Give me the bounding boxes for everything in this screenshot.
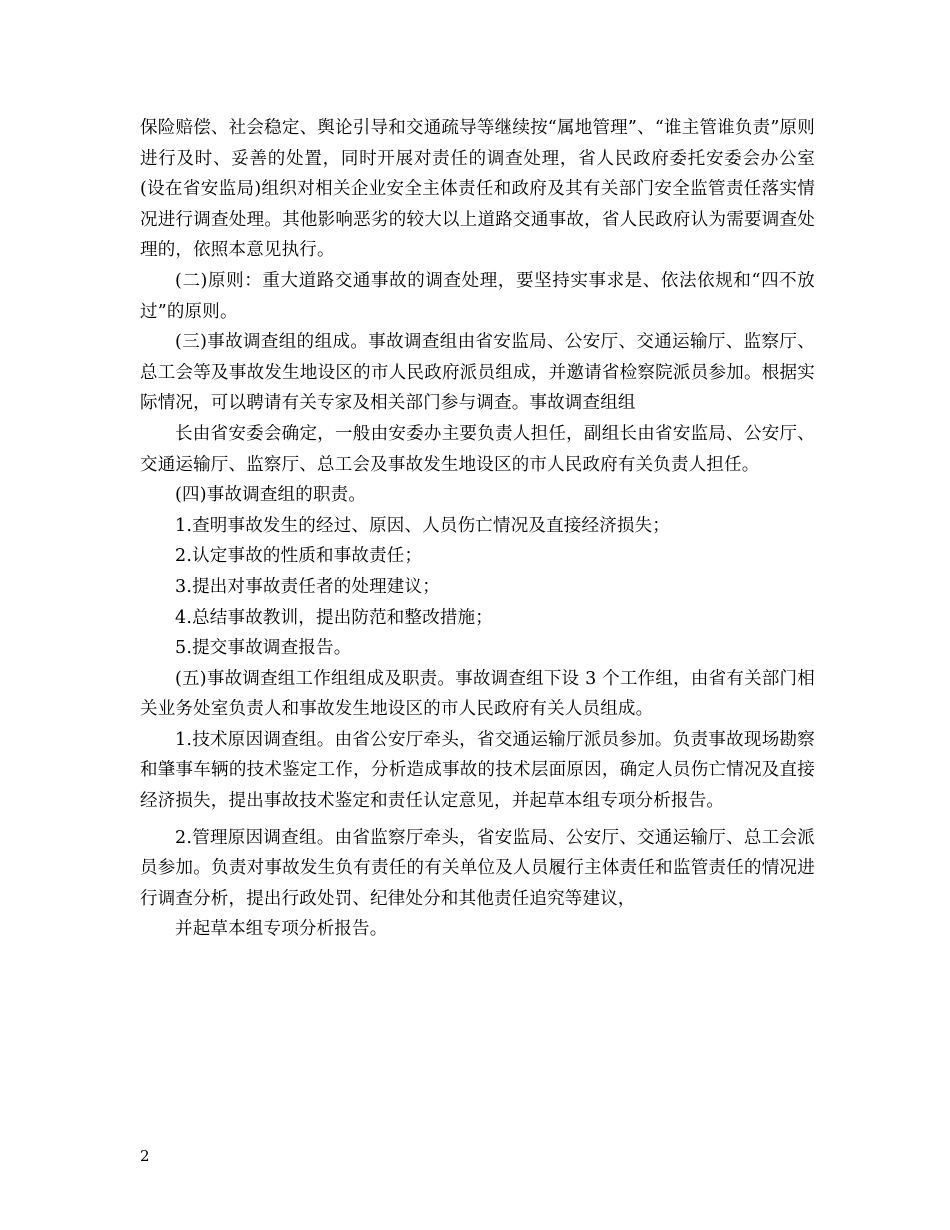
duty-item-1: 1.查明事故发生的经过、原因、人员伤亡情况及直接经济损失； [175, 515, 670, 536]
paragraph-duties-heading: (四)事故调查组的职责。 [175, 485, 367, 506]
duty-item-2: 2.认定事故的性质和事故责任； [175, 546, 423, 567]
page-number: 2 [140, 1147, 150, 1165]
working-group-technical: 1.技术原因调查组。由省公安厅牵头，省交通运输厅派员参加。负责事故现场勘察和肇事车辆的技术鉴定工作，分析造成事故的技术层面原因，确定人员伤亡情况及直接经济损失，提出事故技术鉴定和责任认定意见，并起草本组专项分析报告。 [140, 729, 815, 812]
paragraph-principle: (二)原则：重大道路交通事故的调查处理，要坚持实事求是、依法依规和“四不放过”的原则。 [140, 270, 815, 322]
paragraph-team-composition: (三)事故调查组的组成。事故调查组由省安监局、公安厅、交通运输厅、监察厅、总工会等及事故发生地设区的市人民政府派员组成，并邀请省检察院派员参加。根据实际情况，可以聘请有关专家及相关部门参与调查。事故调查组组 [140, 332, 815, 414]
document-body [140, 113, 815, 945]
duty-item-4: 4.总结事故教训，提出防范和整改措施； [175, 607, 493, 628]
paragraph-report-drafting: 并起草本组专项分析报告。 [175, 919, 388, 940]
paragraph-team-leader: 长由省安委会确定，一般由安委办主要负责人担任，副组长由省安监局、公安厅、交通运输厅、监察厅、总工会及事故发生地设区的市人民政府有关负责人担任。 [140, 423, 815, 475]
duty-item-3: 3.提出对事故责任者的处理建议； [175, 576, 440, 597]
paragraph-continuation: 保险赔偿、社会稳定、舆论引导和交通疏导等继续按“属地管理”、“谁主管谁负责”原则进行及时、妥善的处置，同时开展对责任的调查处理，省人民政府委托安委会办公室(设在省安监局)组织对相关企业安全主体责任和政府及其有关部门安全监管责任落实情况进行调查处理。其他影响恶劣的较大以上道路交通事故，省人民政府认为需要调查处理的，依照本意见执行。 [140, 118, 815, 261]
duty-item-5: 5.提交事故调查报告。 [175, 638, 352, 659]
paragraph-working-groups: (五)事故调查组工作组组成及职责。事故调查组下设 3 个工作组，由省有关部门相关业务处室负责人和事故发生地设区的市人民政府有关人员组成。 [140, 668, 815, 720]
working-group-management: 2.管理原因调查组。由省监察厅牵头，省安监局、公安厅、交通运输厅、总工会派员参加。负责对事故发生负有责任的有关单位及人员履行主体责任和监管责任的情况进行调查分析，提出行政处罚、纪律处分和其他责任追究等建议， [140, 827, 815, 909]
